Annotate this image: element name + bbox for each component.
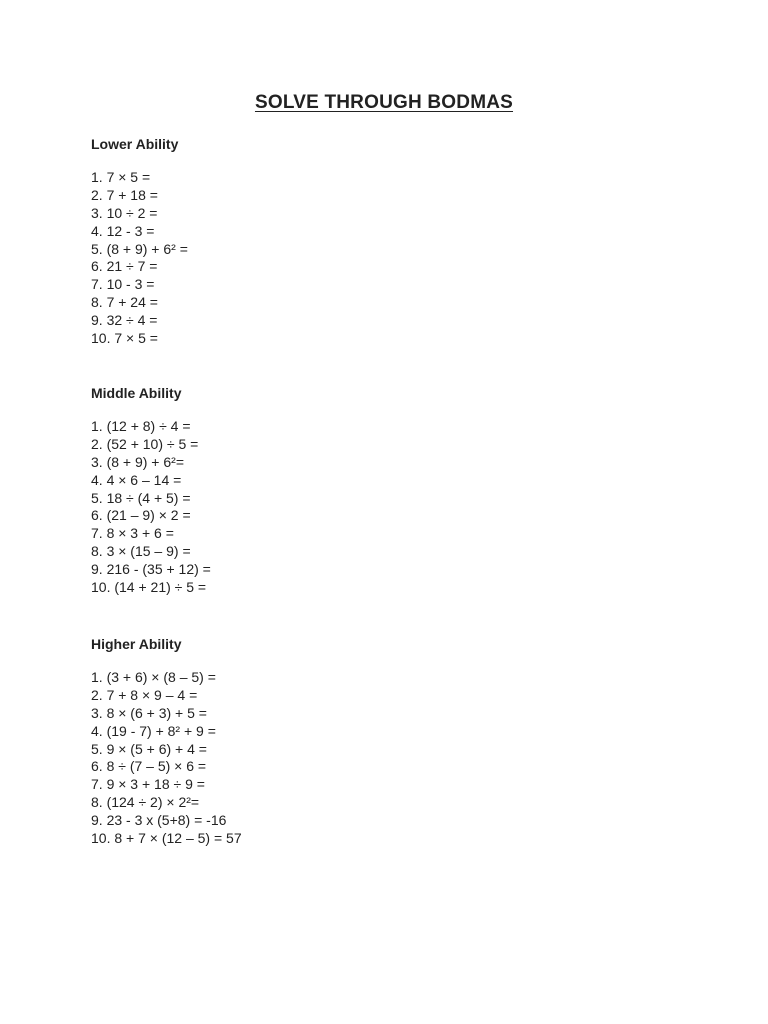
section-heading: Middle Ability (91, 385, 182, 401)
page-title: SOLVE THROUGH BODMAS (254, 92, 514, 113)
question-item: 1. (3 + 6) × (8 – 5) = (91, 669, 216, 685)
section-lower-ability (91, 134, 188, 348)
question-item: 5. (8 + 9) + 6² = (91, 240, 188, 257)
question-item: 8. (124 ÷ 2) × 2²= (91, 794, 200, 811)
question-item: 6. 8 ÷ (7 – 5) × 6 = (91, 758, 207, 775)
question-item: 3. 10 ÷ 2 = (91, 204, 158, 221)
question-item: 7. 8 × 3 + 6 = (91, 525, 174, 542)
question-item: 10. (14 + 21) ÷ 5 = (91, 579, 207, 596)
question-item: 4. 4 × 6 – 14 = (91, 471, 182, 488)
question-item: 1. 7 × 5 = (91, 169, 151, 185)
question-item: 1. (12 + 8) ÷ 4 = (91, 418, 191, 434)
question-item: 9. 23 - 3 x (5+8) = -16 (91, 812, 227, 829)
question-item: 3. 8 × (6 + 3) + 5 = (91, 704, 207, 721)
question-item: 4. (19 - 7) + 8² + 9 = (91, 722, 216, 739)
question-item: 5. 9 × (5 + 6) + 4 = (91, 740, 207, 757)
question-item: 3. (8 + 9) + 6²= (91, 453, 184, 470)
question-item: 5. 18 ÷ (4 + 5) = (91, 489, 191, 506)
question-item: 8. 7 + 24 = (91, 294, 158, 311)
question-item: 2. (52 + 10) ÷ 5 = (91, 435, 199, 452)
question-item: 9. 32 ÷ 4 = (91, 312, 158, 329)
question-item: 7. 10 - 3 = (91, 276, 155, 293)
question-item: 2. 7 + 8 × 9 – 4 = (91, 686, 198, 703)
question-item: 2. 7 + 18 = (91, 186, 158, 203)
question-item: 10. 8 + 7 × (12 – 5) = 57 (91, 830, 242, 847)
section-higher-ability (91, 634, 242, 848)
section-heading: Higher Ability (91, 636, 182, 652)
question-item: 4. 12 - 3 = (91, 222, 155, 239)
question-list (91, 169, 188, 348)
question-item: 6. 21 ÷ 7 = (91, 258, 158, 275)
question-item: 9. 216 - (35 + 12) = (91, 561, 211, 578)
question-item: 10. 7 × 5 = (91, 330, 158, 347)
question-list (91, 418, 211, 597)
question-item: 7. 9 × 3 + 18 ÷ 9 = (91, 776, 205, 793)
question-item: 6. (21 – 9) × 2 = (91, 507, 191, 524)
section-heading: Lower Ability (91, 136, 179, 152)
section-middle-ability (91, 383, 211, 597)
question-list (91, 669, 242, 848)
question-item: 8. 3 × (15 – 9) = (91, 543, 191, 560)
